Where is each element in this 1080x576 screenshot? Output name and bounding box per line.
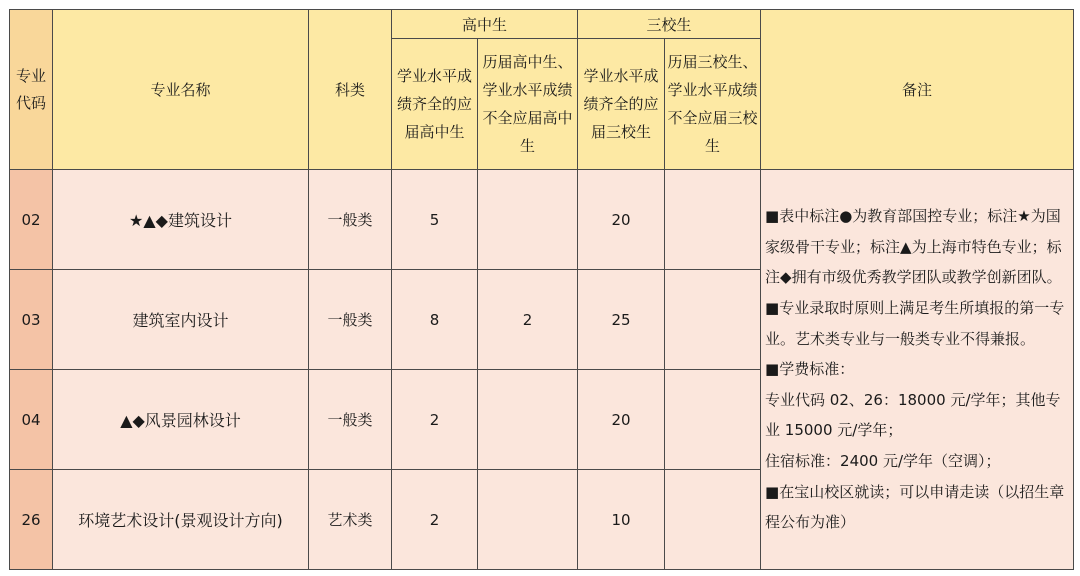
header-code: 专业代码 <box>10 10 53 170</box>
header-high-complete: 学业水平成绩齐全的应届高中生 <box>392 39 478 170</box>
row-high-incomplete: 2 <box>478 270 578 370</box>
table-row <box>10 170 1074 270</box>
admission-plan-table-wrapper <box>9 9 1074 570</box>
row-category: 一般类 <box>309 370 392 470</box>
row-code: 02 <box>10 170 53 270</box>
row-three-incomplete <box>665 270 761 370</box>
header-group-three: 三校生 <box>578 10 761 39</box>
row-name: 环境艺术设计(景观设计方向) <box>53 470 309 570</box>
row-three-complete: 10 <box>578 470 665 570</box>
header-three-complete: 学业水平成绩齐全的应届三校生 <box>578 39 665 170</box>
remark-line: 住宿标准：2400 元/学年（空调）； <box>765 451 1001 470</box>
row-high-complete: 5 <box>392 170 478 270</box>
row-high-complete: 2 <box>392 470 478 570</box>
row-code: 03 <box>10 270 53 370</box>
row-three-incomplete <box>665 370 761 470</box>
header-group-high: 高中生 <box>392 10 578 39</box>
row-three-incomplete <box>665 170 761 270</box>
row-high-incomplete <box>478 470 578 570</box>
remark-line: 专业代码 02、26：18000 元/学年；其他专业 15000 元/学年； <box>765 390 1061 440</box>
header-remarks: 备注 <box>761 10 1074 170</box>
row-code: 04 <box>10 370 53 470</box>
row-high-incomplete <box>478 170 578 270</box>
row-three-incomplete <box>665 470 761 570</box>
header-three-incomplete: 历届三校生、学业水平成绩不全应届三校生 <box>665 39 761 170</box>
header-row-1 <box>10 10 1074 39</box>
row-high-complete: 2 <box>392 370 478 470</box>
row-category: 艺术类 <box>309 470 392 570</box>
header-high-incomplete: 历届高中生、学业水平成绩不全应届高中生 <box>478 39 578 170</box>
row-name: 建筑室内设计 <box>53 270 309 370</box>
row-name: ▲◆风景园林设计 <box>53 370 309 470</box>
remark-line: ■在宝山校区就读；可以申请走读（以招生章程公布为准） <box>765 482 1065 532</box>
header-category: 科类 <box>309 10 392 170</box>
row-three-complete: 20 <box>578 370 665 470</box>
row-high-complete: 8 <box>392 270 478 370</box>
row-three-complete: 25 <box>578 270 665 370</box>
remark-line: ■学费标准： <box>765 360 855 379</box>
admission-plan-table <box>9 9 1074 570</box>
row-category: 一般类 <box>309 270 392 370</box>
remark-line: ■专业录取时原则上满足考生所填报的第一专业。艺术类专业与一般类专业不得兼报。 <box>765 299 1065 348</box>
row-category: 一般类 <box>309 170 392 270</box>
header-name: 专业名称 <box>53 10 309 170</box>
row-high-incomplete <box>478 370 578 470</box>
remark-line: ■表中标注●为教育部国控专业；标注★为国家级骨干专业；标注▲为上海市特色专业；标注◆拥有市级优秀教学团队或教学创新团队。 <box>765 207 1062 287</box>
row-name: ★▲◆建筑设计 <box>53 170 309 270</box>
remarks-cell <box>761 170 1074 570</box>
row-three-complete: 20 <box>578 170 665 270</box>
row-code: 26 <box>10 470 53 570</box>
